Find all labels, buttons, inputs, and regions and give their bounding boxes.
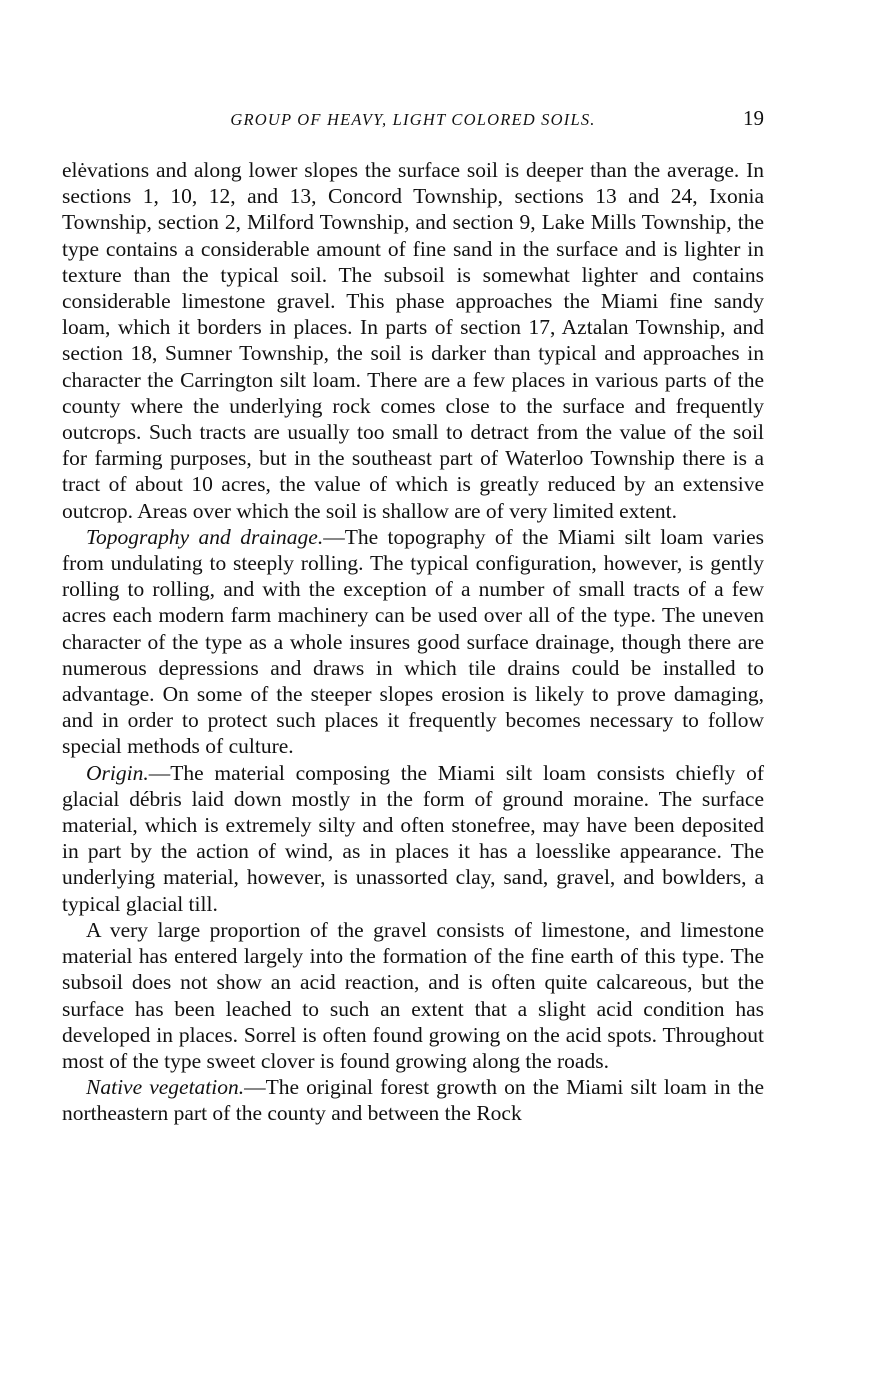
paragraph-native-vegetation <box>62 1074 764 1126</box>
paragraph-limestone <box>62 917 764 1074</box>
paragraph-continued <box>62 157 764 524</box>
body-text <box>62 157 764 1127</box>
paragraph-text: —The material composing the Miami silt loam consists chiefly of glacial débris laid down mostly in the form of ground moraine. The surface material, which is extremely silty and often stonefree, may have been deposited in part by the action of wind, as in places it has a loesslike appearance. The underlying material, however, is unassorted clay, sand, gravel, and bowlders, a typical glacial till. <box>62 760 764 916</box>
paragraph-origin <box>62 760 764 917</box>
page-number: 19 <box>743 106 764 130</box>
paragraph-text: elėvations and along lower slopes the surface soil is deeper than the average. In sections 1, 10, 12, and 13, Concord Township, sections 13 and 24, Ixonia Township, section 2, Milford Township, and section 9, Lake Mills Township, the type contains a considerable amount of fine sand in the surface and is lighter in texture than the typical soil. The subsoil is somewhat lighter and contains considerable limestone gravel. This phase approaches the Miami fine sandy loam, which it borders in places. In parts of section 17, Aztalan Township, and section 18, Sumner Township, the soil is darker than typical and approaches in character the Carrington silt loam. There are a few places in various parts of the county where the underlying rock comes close to the surface and frequently outcrops. Such tracts are usually too small to detract from the value of the soil for farming purposes, but in the southeast part of Waterloo Township there is a tract of about 10 acres, the value of which is greatly reduced by an extensive outcrop. Areas over which the soil is shallow are of very limited extent. <box>62 158 764 523</box>
paragraph-text: A very large proportion of the gravel consists of limestone, and limestone material has entered largely into the formation of the fine earth of this type. The subsoil does not show an acid reaction, and is often quite calcareous, but the surface has been leached to such an extent that a slight acid condition has developed in places. Sorrel is often found growing on the acid spots. Throughout most of the type sweet clover is found growing along the roads. <box>62 917 764 1073</box>
section-heading-origin: Origin. <box>86 760 149 785</box>
section-heading-native-vegetation: Native vegetation. <box>86 1075 245 1100</box>
section-heading-topography: Topography and drainage. <box>86 524 324 549</box>
running-head <box>62 106 764 136</box>
paragraph-text: —The topography of the Miami silt loam varies from undulating to steeply rolling. The typical configuration, however, is gently rolling to rolling, and with the exception of a number of small tracts of a few acres each modern farm machinery can be used over all of the type. The uneven character of the type as a whole insures good surface drainage, though there are numerous depressions and draws in which tile drains could be installed to advantage. On some of the steeper slopes erosion is likely to prove damaging, and in order to protect such places it frequently becomes necessary to follow special methods of culture. <box>62 524 764 759</box>
paragraph-topography <box>62 524 764 760</box>
paragraph-text: —The original forest growth on the Miami silt loam in the northeastern part of the county and between the Rock <box>62 1075 765 1126</box>
running-title: GROUP OF HEAVY, LIGHT COLORED SOILS. <box>230 110 596 129</box>
